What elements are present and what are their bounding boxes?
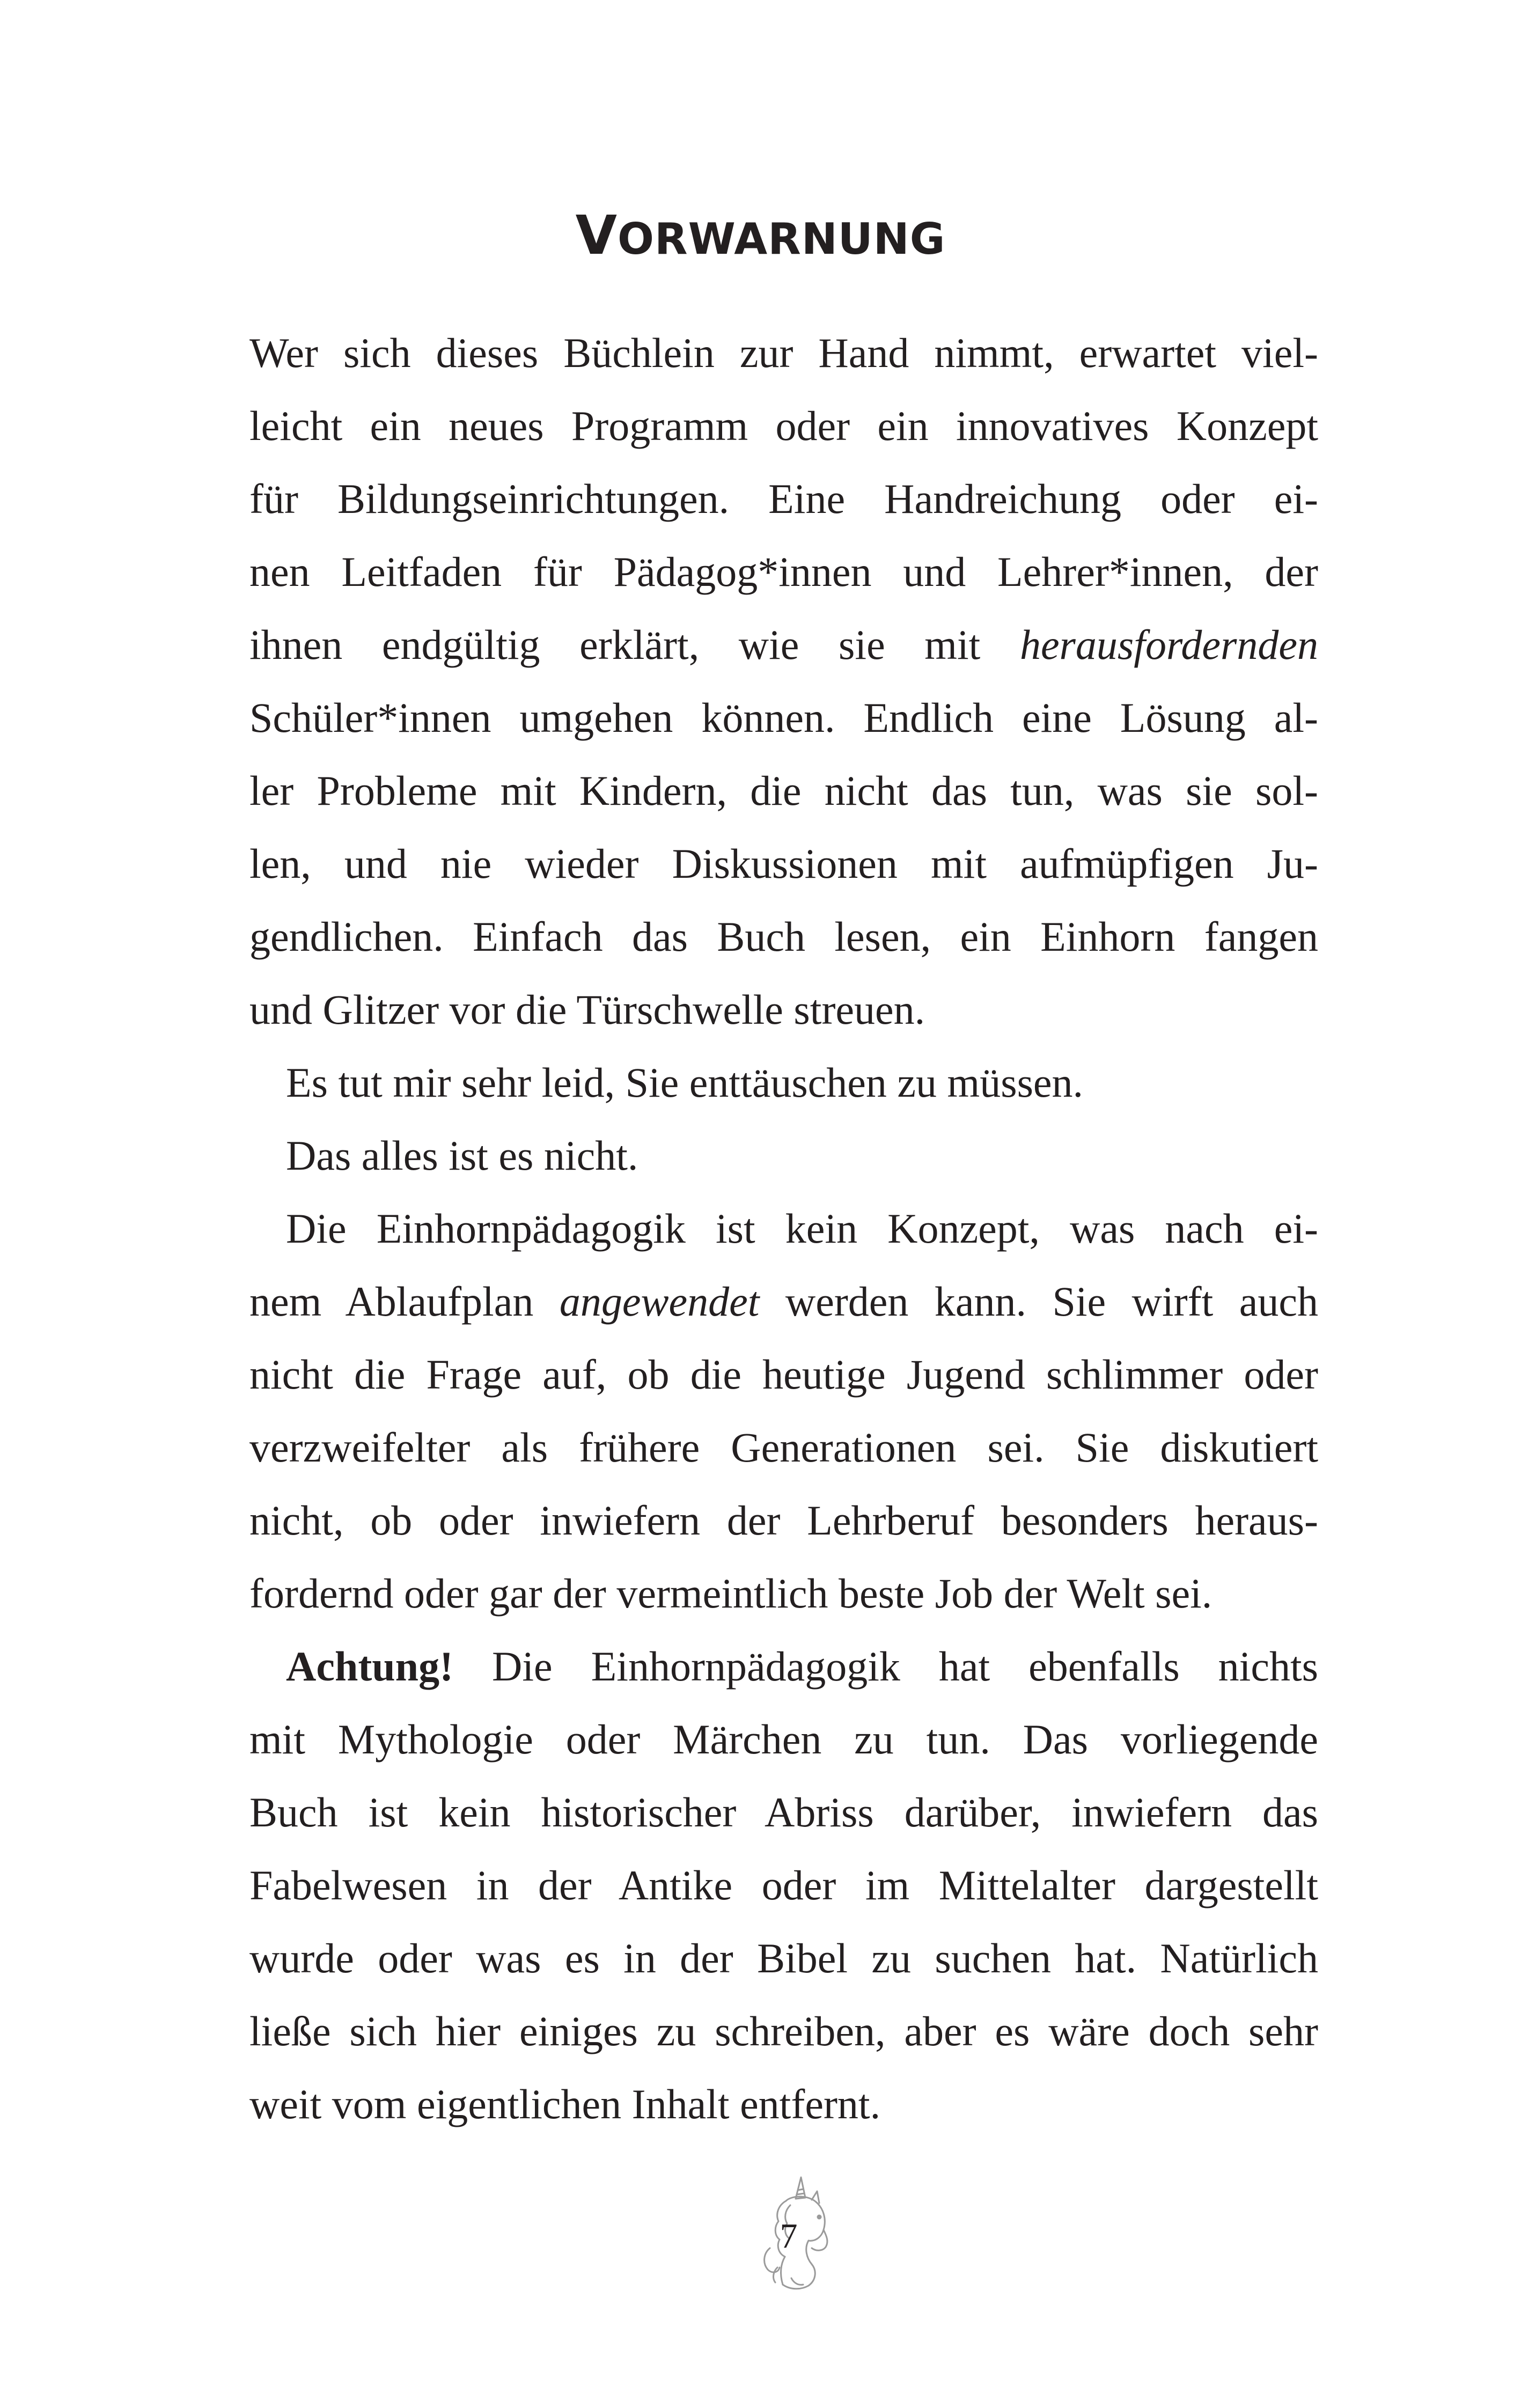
text-segment: nem Ablaufplan xyxy=(249,1278,560,1325)
text-line: ler Probleme mit Kindern, die nicht das tun, was sie sol- xyxy=(249,767,1318,814)
text-line: Die Einhornpädagogik ist kein Konzept, was nach ei- xyxy=(286,1205,1318,1252)
text-segment: Die Einhornpädagogik hat ebenfalls nichts xyxy=(453,1643,1318,1690)
text-line xyxy=(249,1265,1318,1338)
text-line: nen Leitfaden für Pädagog*innen und Lehrer*innen, der xyxy=(249,548,1318,595)
text-line: Schüler*innen umgehen können. Endlich eine Lösung al- xyxy=(249,694,1318,741)
page-number: 7 xyxy=(780,2216,798,2256)
text-line: len, und nie wieder Diskussionen mit aufmüpfigen Ju- xyxy=(249,840,1318,887)
text-line: Wer sich dieses Büchlein zur Hand nimmt, erwartet viel- xyxy=(249,329,1318,376)
text-line xyxy=(249,1630,1318,1703)
body-text xyxy=(249,317,1318,2141)
text-line: nicht, ob oder inwiefern der Lehrberuf besonders heraus- xyxy=(249,1497,1318,1544)
bold-text: Achtung! xyxy=(286,1643,454,1690)
text-line: verzweifelter als frühere Generationen sei. Sie diskutiert xyxy=(249,1424,1318,1471)
text-line: Es tut mir sehr leid, Sie enttäuschen zu müssen. xyxy=(286,1059,1084,1106)
text-line: leicht ein neues Programm oder ein innovatives Konzept xyxy=(249,402,1318,449)
chapter-title xyxy=(0,203,1521,267)
text-line: mit Mythologie oder Märchen zu tun. Das vorliegende xyxy=(249,1716,1318,1763)
text-line: wurde oder was es in der Bibel zu suchen hat. Natürlich xyxy=(249,1935,1318,1981)
title-initial: V xyxy=(575,203,618,267)
text-line: Das alles ist es nicht. xyxy=(286,1132,638,1179)
text-line: nicht die Frage auf, ob die heutige Jugend schlimmer oder xyxy=(249,1351,1318,1398)
text-line: für Bildungseinrichtungen. Eine Handreichung oder ei- xyxy=(249,475,1318,522)
text-segment: ihnen endgültig erklärt, wie sie mit xyxy=(249,621,1020,668)
title-rest: ORWARNUNG xyxy=(618,214,946,264)
text-segment: werden kann. Sie wirft auch xyxy=(759,1278,1319,1325)
text-line: und Glitzer vor die Türschwelle streuen. xyxy=(249,986,925,1033)
text-line: ließe sich hier einiges zu schreiben, aber es wäre doch sehr xyxy=(249,2008,1318,2054)
text-line: Buch ist kein historischer Abriss darüber, inwiefern das xyxy=(249,1789,1318,1836)
text-line xyxy=(249,608,1318,681)
text-line: weit vom eigentlichen Inhalt entfernt. xyxy=(249,2081,881,2127)
text-line: Fabelwesen in der Antike oder im Mittelalter dargestellt xyxy=(249,1862,1318,1908)
text-line: fordernd oder gar der vermeintlich beste Job der Welt sei. xyxy=(249,1570,1213,1617)
emphasis-text: angewendet xyxy=(559,1278,760,1325)
emphasis-text: herausfordernden xyxy=(1019,621,1318,668)
text-line: gendlichen. Einfach das Buch lesen, ein Einhorn fangen xyxy=(249,913,1318,960)
